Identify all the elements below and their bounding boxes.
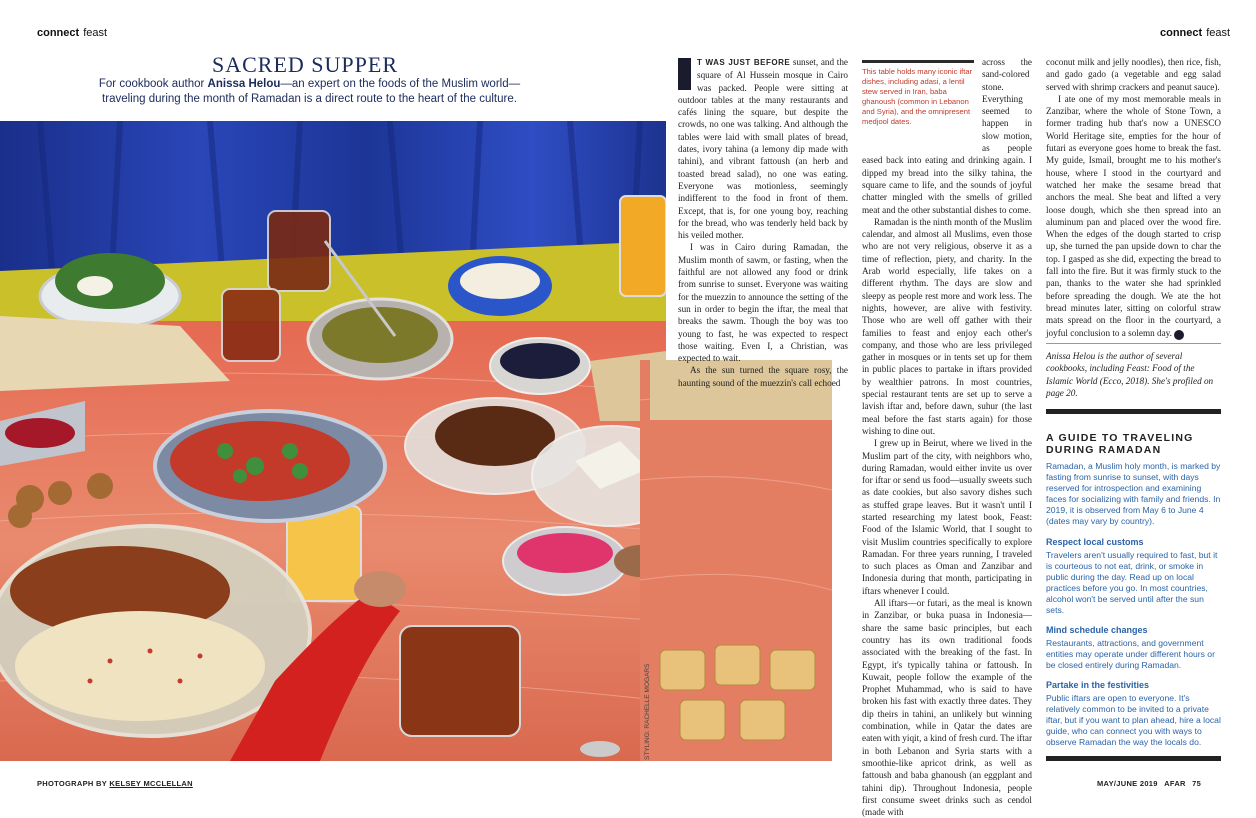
article-column-2 — [862, 56, 1032, 818]
article-column-1 — [678, 56, 848, 389]
bio-divider — [1046, 343, 1221, 344]
paragraph: coconut milk and jelly noodles), then rice, fish, and gado gado (a vegetable and egg salad served with shrimp crackers and peanut sauce). — [1046, 57, 1221, 92]
sidebar-bottom-rule — [1046, 756, 1221, 761]
tip-body: Public iftars are open to everyone. It's relatively common to be invited to a private iftar, but if you want to plan ahead, hire a local guide, who can connect you with ways to observe Ramadan the way the locals do. — [1046, 693, 1221, 747]
sidebar-rule — [1046, 409, 1221, 414]
dek-rest: —an expert on the foods of the Muslim world—traveling during the month of Ramadan is a direct route to the heart of the culture. — [102, 78, 521, 105]
subsection-label: feast — [83, 27, 108, 39]
baklava-tray-illustration — [640, 360, 832, 761]
tip-heading: Mind schedule changes — [1046, 625, 1148, 635]
magazine-name: AFAR — [1164, 779, 1186, 788]
issue-date: MAY/JUNE 2019 — [1097, 779, 1158, 788]
page-number: 75 — [1192, 779, 1202, 788]
photographer-name: KELSEY MCCLELLAN — [109, 779, 193, 788]
tip-festivities — [1046, 680, 1221, 748]
photo-caption: This table holds many iconic iftar dishes, including adasi, a lentil stew served in Iran, baba ghanoush (common in Lebanon and Syria), and the omnipresent medjool dates. — [862, 67, 973, 126]
dek-prefix: For cookbook author — [98, 78, 208, 90]
paragraph: All iftars—or futari, as the meal is known in Zanzibar, or buka puasa in Indonesia—share the same basic principles, but each country has its own traditional foods associated with the breaking of the fast. In Egypt, it's typically tahina or fattoush. In Kuwait, people follow the example of the Prophet Muhammad, who is said to have broken his fast with exactly three dates. They dip theirs in tahini, an unlikely but winning combination, while in Qatar the dates are eaten with yiqit, a kind of fresh curd. The iftar in both Lebanon and Syria starts with a smoothie-like apricot drink, as well as fattoush and baba ghanoush (an eggplant and tahini dip). Throughout Indonesia, people first consume sweet drinks such as cendol (made with — [862, 598, 1032, 818]
article-column-3 — [1046, 56, 1221, 340]
folio — [1097, 779, 1201, 788]
caption-wrap-spacer — [862, 56, 982, 146]
paragraph: Ramadan is the ninth month of the Muslim calendar, and almost all Muslims, even those who are not very religious, observe it as a time of reflection, piety, and charity. In the Arab world especially, life takes on a different rhythm. The days are slow and sleepy as people rest more and work less. The nights, however, are alive with festivity. Those who are well off gather with their families to feast and enjoy each other's company, and those who are less privileged gather in mosques or in tents set up for them in public places to partake in iftars provided by wealthier patrons. In most countries, special restaurant tents are set up to serve a lavish iftar and, before dawn, suhur (the last meal before the fast starts again) for those wishing to dine out. — [862, 216, 1032, 436]
paragraph-text: I ate one of my most memorable meals in Zanzibar, where the whole of Stone Town, a former trading hub that's now a UNESCO World Heritage site, empties for the hour of futari as everyone goes home to break the fast. My guide, Ismail, brought me to his mother's house, where I stood in the courtyard and watched her make the sesame bread that anchors the meal. She beat and lifted a very loose dough, which she then spread into an aluminum pan and placed over the wood fire. When the edges of the dough started to crisp up, she turned the pan upside down to char the top. I gasped as she did, expecting the bread to fall into the fire. But it was firmly stuck to the pan, thanks to the water she had sprinkled before spreading the dough. We ate the hot bread minutes later, sitting on colorful straw mats spread on the floor in the courtyard, a joyful conclusion to a solemn day. — [1046, 93, 1221, 338]
paragraph: I grew up in Beirut, where we lived in the Muslim part of the city, with neighbors who, during Ramadan, would either invite us over for iftar or send us food—usually sweets such as date cookies, but also savory dishes such as stuffed grape leaves. But it wasn't until I started researching my latest book, Feast: Food of the Islamic World, that I sought to visit Muslim countries specifically to explore Ramadan. For three years running, I traveled to such places as Oman and Zanzibar and Indonesia during that month, participating in iftars whenever I could. — [862, 438, 1032, 596]
styling-credit: STYLING: RACHELLE MOGARS — [644, 663, 651, 760]
subsection-label: feast — [1206, 27, 1231, 39]
paragraph: As the sun turned the square rosy, the haunting sound of the muezzin's call echoed — [678, 365, 848, 388]
running-head-left — [37, 27, 107, 39]
drop-cap — [678, 58, 691, 90]
running-head-right — [1160, 27, 1230, 39]
sidebar-intro: Ramadan, a Muslim holy month, is marked by fasting from sunrise to sunset, with days reserved for introspection and examining faces for socializing with family and friends. In 2019, it is observed from May 6 to June 4 (dates may vary by country). — [1046, 461, 1221, 526]
article-dek — [82, 77, 537, 107]
section-label: connect — [1160, 27, 1203, 39]
paragraph: I was in Cairo during Ramadan, the Muslim month of sawm, or fasting, when the faithful are not allowed any food or drink from sunrise to sunset. Everyone was waiting for the muezzin to announce the setting of the sun in order to begin the iftar, the meal that breaks the sawm. Though the boy was too young to fast, he was expected to respect those waiting. Even I, a Christian, was expected to wait. — [678, 242, 848, 364]
dek-author: Anissa Helou — [207, 78, 281, 90]
sidebar-title: A GUIDE TO TRAVELING DURING RAMADAN — [1046, 432, 1194, 456]
photo-credit — [37, 779, 193, 788]
sidebar-body — [1046, 461, 1221, 748]
article-title: SACRED SUPPER — [211, 52, 398, 77]
tip-body: Travelers aren't usually required to fast, but it is courteous to not eat, drink, or smoke in public during the day. Read up on local practices before you go. In most countries, alcohol won't be served until after the sun sets. — [1046, 550, 1218, 615]
tip-heading: Respect local customs — [1046, 537, 1144, 547]
feast-photograph-extension — [640, 360, 832, 761]
paragraph: across the sand-colored stone. Everything seemed to happen in slow motion, as people eased back into eating and drinking again. I dipped my bread into the silky tahina, the square came to life, and the sounds of joyful chatter mingled with the smells of grilled meat and the other substantial dishes to come. — [862, 57, 1032, 215]
tip-heading: Partake in the festivities — [1046, 680, 1150, 690]
paragraph: sunset, and the square of Al Hussein mosque in Cairo was packed. People were sitting at outdoor tables at the many restaurants and cafés lining the square, but despite the crowds, no one was talking. And although the tables were laid with small plates of bread, dates, ivory tahina (a lemony dip made with tahini), and vibrant fattoush (an herb and toasted bread salad), no one was eating. Everyone was motionless, seemingly indifferent to the food in front of them. Except, that is, for one young boy, reaching for the bread, who was tenderly held back by his veiled mother. — [678, 57, 848, 241]
author-bio: Anissa Helou is the author of several cookbooks, including Feast: Food of the Islamic World (Ecco, 2018). She's profiled on page 20. — [1046, 351, 1214, 398]
paragraph — [1046, 93, 1221, 340]
feast-photograph — [0, 121, 666, 761]
tip-body: Restaurants, attractions, and government entities may operate under different hours or be closed entirely during Ramadan. — [1046, 638, 1215, 670]
tip-schedule-changes — [1046, 625, 1221, 671]
photo-credit-label: PHOTOGRAPH BY — [37, 779, 108, 788]
feast-table-illustration — [0, 121, 666, 761]
lead-in: T WAS JUST BEFORE — [697, 58, 791, 67]
tip-respect-customs — [1046, 537, 1221, 616]
section-label: connect — [37, 27, 80, 39]
end-mark-icon: A — [1174, 330, 1184, 340]
